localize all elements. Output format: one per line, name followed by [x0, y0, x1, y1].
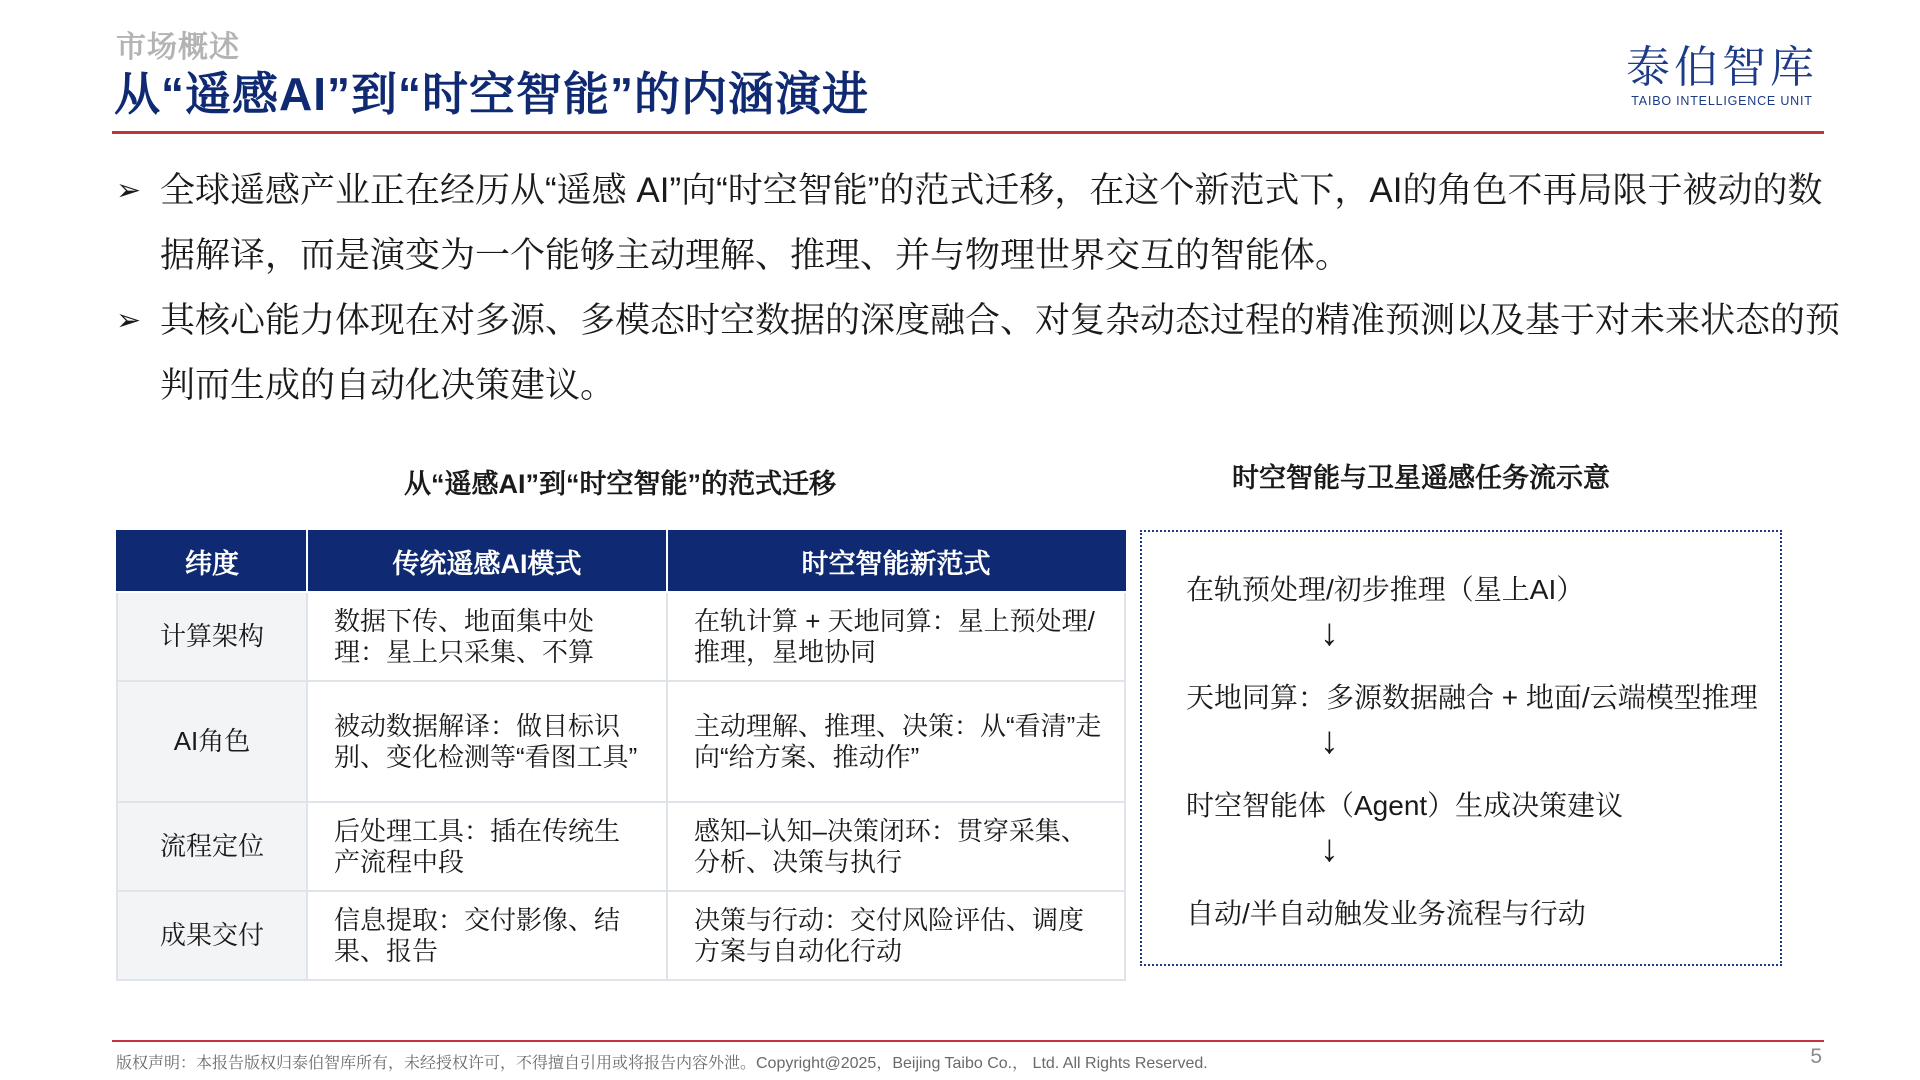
table-title: 从“遥感AI”到“时空智能”的范式迁移 [404, 469, 836, 499]
section-label: 市场概述 [116, 31, 240, 64]
cell-new-paradigm: 在轨计算 + 天地同算：星上预处理/推理，星地协同 [667, 592, 1125, 681]
bullet-list [116, 158, 1846, 418]
arrowhead-bullet-icon: ➢ [116, 174, 142, 207]
bullet-text: 其核心能力体现在对多源、多模态时空数据的深度融合、对复杂动态过程的精准预测以及基于对未来状态的预判而生成的自动化决策建议。 [160, 301, 1841, 405]
page-title: 从“遥感AI”到“时空智能”的内涵演进 [114, 68, 869, 120]
header-traditional: 传统遥感AI模式 [307, 531, 667, 592]
flow-diagram [1140, 530, 1782, 966]
bullet-text: 全球遥感产业正在经历从“遥感 AI”向“时空智能”的范式迁移，在这个新范式下，AI的角色不再局限于被动的数据解译，而是演变为一个能够主动理解、推理、并与物理世界交互的智能体。 [160, 171, 1823, 275]
cell-traditional: 被动数据解译：做目标识别、变化检测等“看图工具” [307, 681, 667, 802]
table-header-row [117, 531, 1125, 592]
table-row [117, 891, 1125, 980]
comparison-table [116, 530, 1126, 981]
logo-english-name: TAIBO INTELLIGENCE UNIT [1631, 94, 1813, 108]
table-row [117, 802, 1125, 891]
cell-traditional: 数据下传、地面集中处理：星上只采集、不算 [307, 592, 667, 681]
cell-dimension: 流程定位 [117, 802, 307, 891]
bullet-item [116, 158, 1846, 288]
footer-divider [112, 1040, 1824, 1042]
flow-title: 时空智能与卫星遥感任务流示意 [1232, 463, 1610, 493]
copyright-notice: 版权声明：本报告版权归泰伯智库所有，未经授权许可，不得擅自引用或将报告内容外泄。Copyright@2025，Beijing Taibo Co.， Ltd. All Rights Reserved. [116, 1055, 1208, 1072]
cell-new-paradigm: 主动理解、推理、决策：从“看清”走向“给方案、推动作” [667, 681, 1125, 802]
logo-chinese-name: 泰伯智库 [1626, 42, 1818, 93]
cell-traditional: 信息提取：交付影像、结果、报告 [307, 891, 667, 980]
brand-logo [1626, 44, 1818, 108]
down-arrow-icon: ↓ [1320, 612, 1339, 654]
cell-dimension: 成果交付 [117, 891, 307, 980]
arrowhead-bullet-icon: ➢ [116, 304, 142, 337]
bullet-item [116, 288, 1846, 418]
flow-step: 自动/半自动触发业务流程与行动 [1186, 898, 1586, 929]
header-divider [112, 131, 1824, 134]
table-row [117, 681, 1125, 802]
cell-new-paradigm: 决策与行动：交付风险评估、调度方案与自动化行动 [667, 891, 1125, 980]
cell-dimension: 计算架构 [117, 592, 307, 681]
down-arrow-icon: ↓ [1320, 720, 1339, 762]
cell-new-paradigm: 感知–认知–决策闭环：贯穿采集、分析、决策与执行 [667, 802, 1125, 891]
cell-dimension: AI角色 [117, 681, 307, 802]
cell-traditional: 后处理工具：插在传统生产流程中段 [307, 802, 667, 891]
page-number: 5 [1810, 1045, 1822, 1068]
down-arrow-icon: ↓ [1320, 828, 1339, 870]
flow-step: 时空智能体（Agent）生成决策建议 [1186, 790, 1624, 821]
flow-step: 天地同算：多源数据融合 + 地面/云端模型推理 [1186, 682, 1758, 713]
header-new-paradigm: 时空智能新范式 [667, 531, 1125, 592]
header-dimension: 纬度 [117, 531, 307, 592]
flow-step: 在轨预处理/初步推理（星上AI） [1186, 574, 1585, 605]
table-row [117, 592, 1125, 681]
